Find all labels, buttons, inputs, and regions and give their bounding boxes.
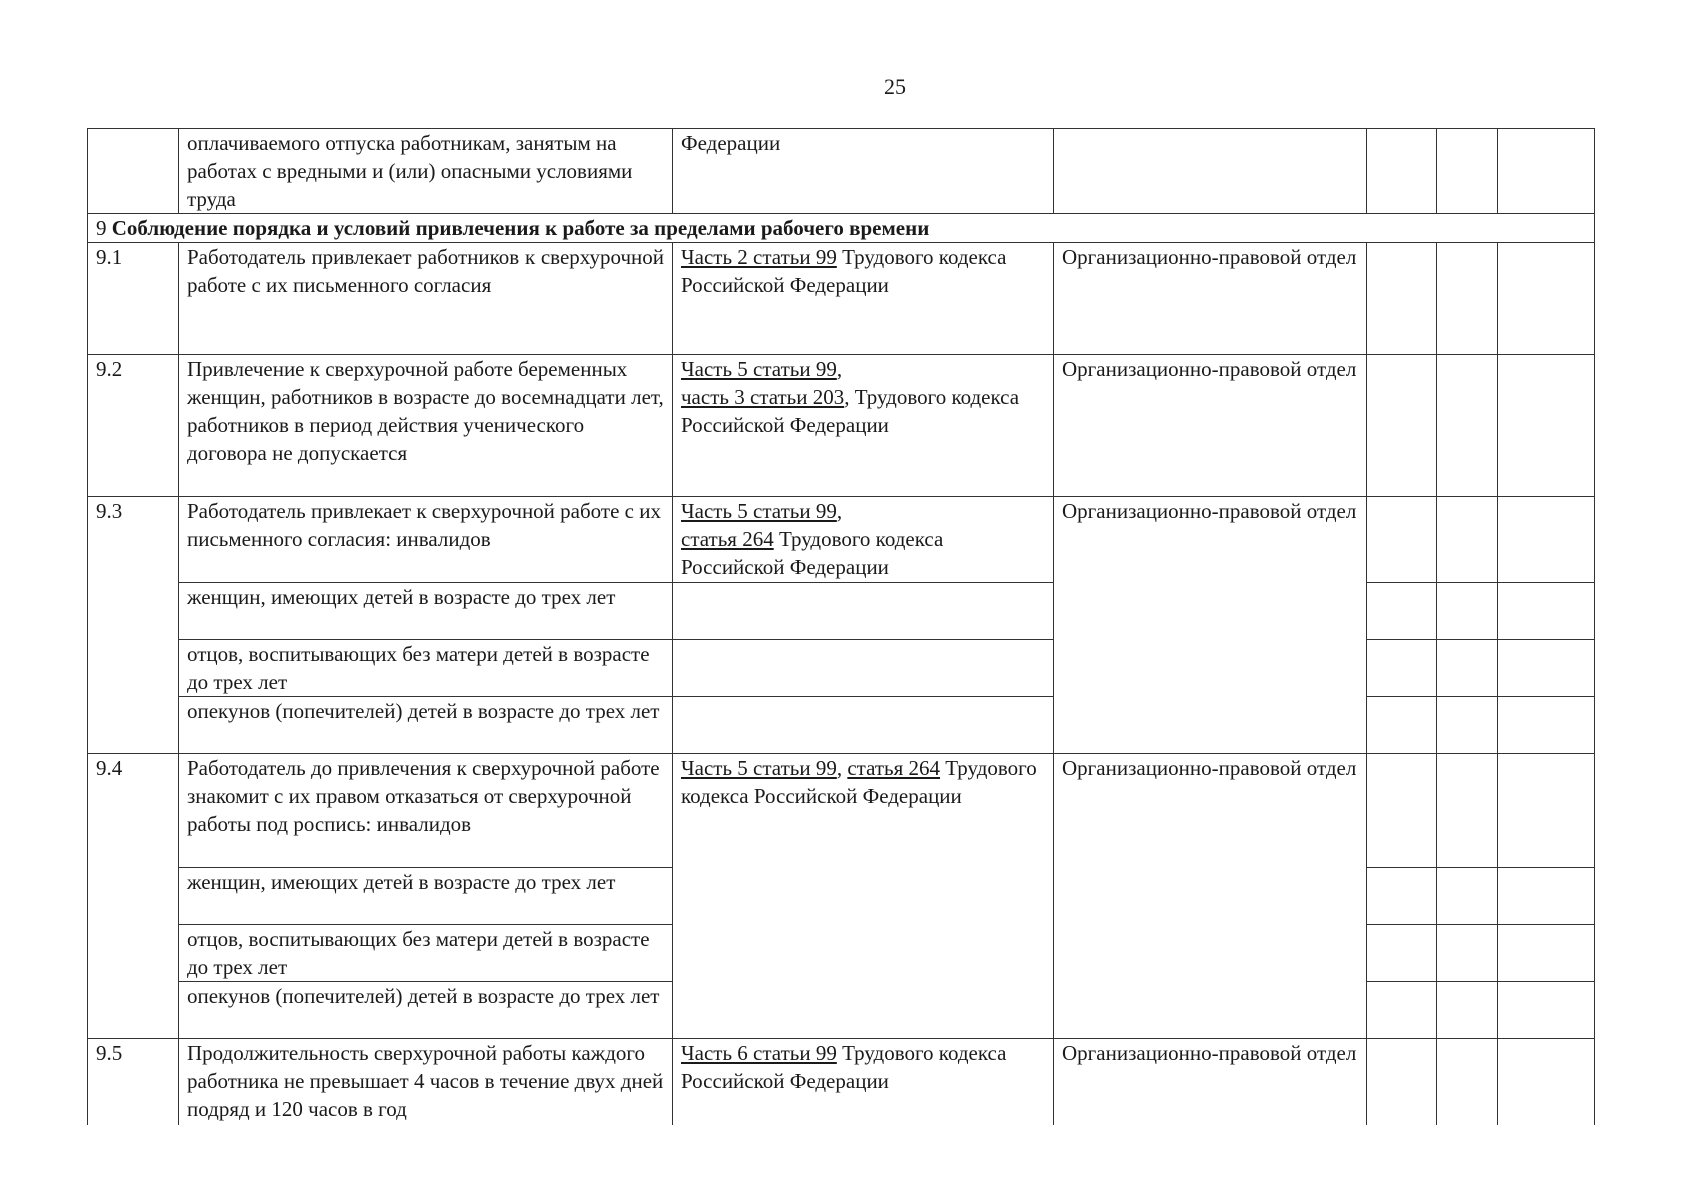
answer-yes-cell [1367,925,1437,982]
answer-yes-cell [1367,497,1437,583]
table-row [88,355,1595,497]
requirement-cell: Работодатель до привлечения к сверхурочной работе знакомит с их правом отказаться от сверхурочной работы под роспись: инвалидов [179,754,673,868]
legal-ref-link[interactable]: Часть 5 статьи 99 [681,756,837,780]
legal-basis-cell [673,497,1054,583]
legal-ref-link[interactable]: Часть 5 статьи 99 [681,499,837,523]
answer-no-cell [1437,925,1498,982]
requirement-cell: опекунов (попечителей) детей в возрасте до трех лет [179,697,673,754]
answer-na-cell [1498,868,1595,925]
answer-no-cell [1437,583,1498,640]
requirement-cell: опекунов (попечителей) детей в возрасте до трех лет [179,982,673,1039]
department-cell: Организационно-правовой отдел [1054,754,1367,1039]
answer-na-cell [1498,243,1595,355]
answer-no-cell [1437,129,1498,214]
answer-yes-cell [1367,583,1437,640]
answer-no-cell [1437,355,1498,497]
table-row [88,243,1595,355]
answer-na-cell [1498,754,1595,868]
answer-na-cell [1498,583,1595,640]
legal-basis-cell [673,243,1054,355]
legal-basis-cell [673,355,1054,497]
section-number: 9 [96,216,107,240]
legal-ref-text: , [836,357,843,381]
legal-ref-text: , [836,499,843,523]
legal-basis-cell [673,583,1054,640]
table-subrow [88,640,1595,697]
answer-yes-cell [1367,640,1437,697]
legal-basis-cell [673,640,1054,697]
answer-na-cell [1498,925,1595,982]
page-number: 25 [884,74,906,99]
department-cell: Организационно-правовой отдел [1054,355,1367,497]
row-number: 9.3 [88,497,179,754]
legal-ref-text: Трудового кодекса Российской Федерации [681,1041,1007,1093]
checklist-table [87,128,1595,1125]
legal-ref-link[interactable]: часть 3 статьи 203 [681,385,845,409]
requirement-cell: Работодатель привлекает к сверхурочной работе с их письменного согласия: инвалидов [179,497,673,583]
legal-ref-text: Трудового кодекса Российской Федерации [681,245,1007,297]
requirement-cell: женщин, имеющих детей в возрасте до трех лет [179,868,673,925]
answer-yes-cell [1367,129,1437,214]
requirement-cell: отцов, воспитывающих без матери детей в возрасте до трех лет [179,925,673,982]
row-number: 9.4 [88,754,179,1039]
legal-ref-text: , [836,756,848,780]
row-number-cell [88,129,179,214]
section-header [88,214,1595,243]
requirement-cell: оплачиваемого отпуска работникам, занятым на работах с вредными и (или) опасными условиями труда [179,129,673,214]
department-cell: Организационно-правовой отдел [1054,497,1367,754]
answer-yes-cell [1367,982,1437,1039]
answer-yes-cell [1367,243,1437,355]
answer-yes-cell [1367,697,1437,754]
department-cell: Организационно-правовой отдел [1054,243,1367,355]
table-subrow [88,697,1595,754]
legal-basis-cell [673,1039,1054,1125]
legal-ref-link[interactable]: статья 264 [847,756,941,780]
requirement-cell: отцов, воспитывающих без матери детей в возрасте до трех лет [179,640,673,697]
answer-no-cell [1437,754,1498,868]
requirement-cell: Привлечение к сверхурочной работе беременных женщин, работников в возрасте до восемнадцати лет, работников в период действия ученического договора не допускается [179,355,673,497]
table-row [88,129,1595,214]
answer-na-cell [1498,697,1595,754]
row-number: 9.5 [88,1039,179,1125]
answer-yes-cell [1367,1039,1437,1125]
legal-ref-text: , Трудового кодекса Российской Федерации [681,385,1020,437]
answer-na-cell [1498,355,1595,497]
table-row [88,497,1595,583]
legal-ref-text: Трудового кодекса Российской Федерации [681,527,944,579]
answer-no-cell [1437,982,1498,1039]
row-number: 9.2 [88,355,179,497]
legal-basis-cell [673,697,1054,754]
answer-no-cell [1437,868,1498,925]
answer-no-cell [1437,243,1498,355]
legal-ref-link[interactable]: статья 264 [681,527,774,551]
requirement-cell: Работодатель привлекает работников к сверхурочной работе с их письменного согласия [179,243,673,355]
answer-yes-cell [1367,868,1437,925]
answer-yes-cell [1367,355,1437,497]
legal-basis-cell: Федерации [673,129,1054,214]
answer-na-cell [1498,982,1595,1039]
department-cell [1054,129,1367,214]
answer-no-cell [1437,1039,1498,1125]
legal-basis-cell [673,754,1054,1039]
answer-na-cell [1498,640,1595,697]
legal-ref-link[interactable]: Часть 2 статьи 99 [681,245,837,269]
requirement-cell: Продолжительность сверхурочной работы каждого работника не превышает 4 часов в течение двух дней подряд и 120 часов в год [179,1039,673,1125]
section-header-row [88,214,1595,243]
answer-no-cell [1437,497,1498,583]
legal-ref-link[interactable]: Часть 5 статьи 99 [681,357,837,381]
section-title: Соблюдение порядка и условий привлечения к работе за пределами рабочего времени [111,216,930,240]
answer-no-cell [1437,640,1498,697]
answer-na-cell [1498,129,1595,214]
department-cell: Организационно-правовой отдел [1054,1039,1367,1125]
table-subrow [88,583,1595,640]
requirement-cell: женщин, имеющих детей в возрасте до трех лет [179,583,673,640]
answer-na-cell [1498,497,1595,583]
legal-ref-link[interactable]: Часть 6 статьи 99 [681,1041,837,1065]
legal-ref-text: Трудового кодекса Российской Федерации [681,756,1037,808]
table-row [88,754,1595,868]
answer-no-cell [1437,697,1498,754]
row-number: 9.1 [88,243,179,355]
table-row [88,1039,1595,1125]
answer-na-cell [1498,1039,1595,1125]
answer-yes-cell [1367,754,1437,868]
